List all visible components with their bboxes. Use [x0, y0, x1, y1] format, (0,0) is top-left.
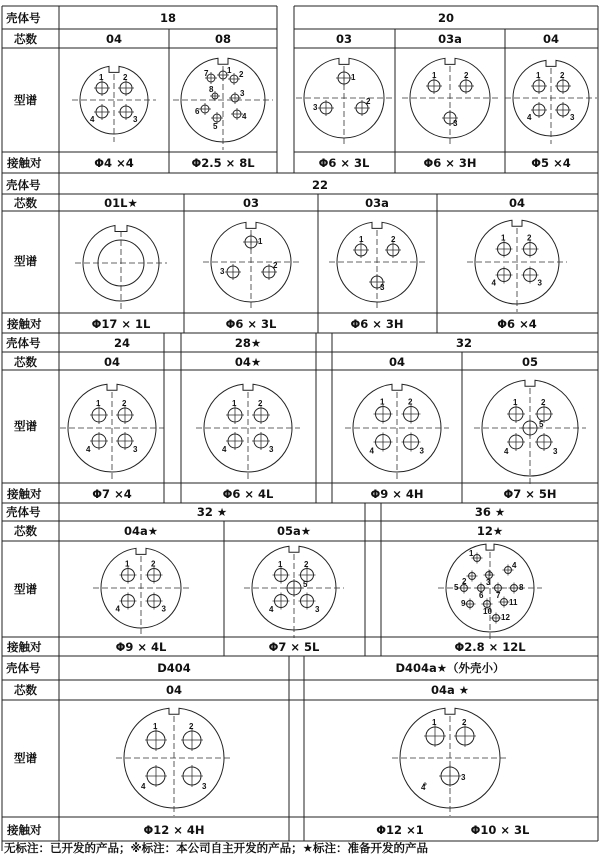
pin-number: 3: [240, 89, 245, 98]
cores-label: 芯数: [14, 196, 37, 210]
row-labels: [6, 11, 42, 837]
pin-number: 1: [96, 399, 101, 408]
core-count: 12★: [476, 524, 504, 538]
core-count: 03a: [365, 196, 389, 210]
cores-label: 芯数: [14, 683, 37, 697]
shell-number: 28★: [234, 336, 262, 350]
connector-face: [60, 384, 164, 480]
pin-number: 1: [227, 66, 232, 75]
core-count: 04: [103, 355, 121, 369]
connector-face: [402, 58, 498, 146]
pin-number: 3: [380, 283, 385, 292]
pin-number: 4: [90, 115, 95, 124]
connector-face: [345, 384, 449, 480]
contacts-label: 接触对: [7, 487, 42, 501]
pin-number: 3: [133, 445, 138, 454]
pin-number: 3: [315, 605, 320, 614]
diagram-label: 型谱: [14, 751, 37, 765]
pin-number: 2: [527, 233, 532, 243]
pin-number: 1: [153, 722, 158, 731]
shell-number: 20: [437, 11, 455, 25]
pin-number: 4: [421, 783, 426, 792]
contact-spec: Φ6 × 3H: [350, 317, 404, 331]
pin-number: 9: [461, 599, 466, 608]
shell-number: D404: [157, 661, 191, 675]
pin-number: 1: [232, 399, 237, 408]
shell-label: 壳体号: [6, 661, 41, 675]
pin-number: 5: [213, 122, 218, 131]
pin-number: 1: [278, 560, 283, 569]
cores-label: 芯数: [14, 355, 37, 369]
contact-spec: Φ7 ×4: [92, 487, 132, 501]
pin-number: 1: [258, 237, 263, 246]
pin-number: 3: [313, 103, 318, 112]
core-count: 01L★: [104, 196, 138, 210]
pin-number: 3: [419, 446, 424, 456]
pin-number: 2: [189, 722, 194, 731]
diagram-label: 型谱: [14, 582, 37, 596]
connector-face: [467, 220, 567, 312]
pin-number: 4: [512, 561, 517, 570]
shell-label: 壳体号: [6, 11, 41, 25]
contact-spec: Φ6 ×4: [497, 317, 537, 331]
pin-number: 2: [304, 560, 309, 569]
core-count: 03a: [438, 32, 462, 46]
pin-number: 2: [408, 397, 413, 407]
pin-number: 3: [202, 782, 207, 791]
shell-number: 32 ★: [196, 505, 228, 519]
pin-number: 1: [432, 718, 437, 727]
pin-number: 4: [115, 604, 120, 614]
shell-number: 18: [159, 11, 177, 25]
contact-spec: Φ6 × 3L: [318, 156, 370, 170]
pin-number: 2: [366, 97, 371, 106]
pin-number: 2: [273, 261, 278, 270]
pin-number: 2: [239, 70, 244, 79]
connector-face: [93, 548, 189, 636]
contact-spec: Φ12 ×1: [376, 823, 424, 837]
connector-diagrams: [60, 58, 597, 816]
connector-face: [72, 66, 156, 142]
connector-face: [244, 546, 344, 638]
contact-spec: Φ9 × 4L: [115, 640, 167, 654]
pin-number: 3: [161, 604, 166, 614]
pin-number: 2: [123, 73, 128, 82]
shell-label: 壳体号: [6, 178, 41, 192]
contact-spec: Φ10 × 3L: [470, 823, 530, 837]
pin-number: 2: [391, 235, 396, 244]
pin-number: 8: [519, 583, 524, 592]
contact-spec: Φ12 × 4H: [143, 823, 205, 837]
core-count: 03: [335, 32, 353, 46]
diagram-label: 型谱: [14, 419, 37, 433]
pin-number: 2: [151, 559, 156, 569]
shell-number: 32: [455, 336, 473, 350]
pin-number: 3: [453, 119, 458, 128]
shell-label: 壳体号: [6, 505, 41, 519]
contact-spec: Φ6 × 4L: [222, 487, 274, 501]
table-grid: [2, 6, 598, 851]
pin-number: 1: [536, 71, 541, 80]
pin-number: 1: [351, 73, 356, 82]
pin-number: 1: [501, 233, 506, 243]
core-count: 04: [388, 355, 406, 369]
pin-number: 2: [560, 71, 565, 80]
core-count: 04: [165, 683, 183, 697]
pin-number: 5: [539, 420, 544, 429]
pin-number: 2: [462, 718, 467, 727]
shell-number: 36 ★: [474, 505, 506, 519]
pin-number: 3: [486, 578, 491, 587]
contacts-label: 接触对: [7, 823, 42, 837]
cores-label: 芯数: [14, 32, 37, 46]
contact-spec: Φ7 × 5H: [503, 487, 557, 501]
connector-face: [196, 384, 300, 480]
core-count: 03: [242, 196, 260, 210]
core-count: 08: [214, 32, 232, 46]
pin-number: 7: [496, 591, 501, 600]
shell-number: 24: [113, 336, 131, 350]
core-count: 04a★: [123, 524, 159, 538]
pin-number: 3: [553, 447, 558, 456]
pin-number: 1: [469, 549, 474, 558]
pin-number: 6: [479, 591, 484, 600]
pin-number: 3: [220, 267, 225, 276]
pin-number: 4: [86, 445, 91, 454]
pin-number: 1: [359, 235, 364, 244]
connector-face: [75, 225, 167, 309]
diagram-label: 型谱: [14, 254, 37, 268]
connector-face: [438, 544, 542, 640]
core-count: 04: [542, 32, 560, 46]
contact-spec: Φ6 × 3H: [423, 156, 477, 170]
contact-spec: Φ4 ×4: [94, 156, 134, 170]
connector-face: [116, 708, 232, 816]
pin-number: 2: [462, 577, 467, 586]
connector-face: [329, 222, 425, 310]
pin-number: 6: [195, 107, 200, 116]
contact-spec: Φ2.5 × 8L: [191, 156, 255, 170]
connector-face: [505, 60, 597, 144]
contacts-label: 接触对: [7, 640, 42, 654]
pin-number: 3: [133, 115, 138, 124]
pin-number: 5: [454, 583, 459, 592]
shell-number: D404a★（外壳小）: [395, 661, 505, 675]
pin-number: 4: [242, 112, 247, 121]
pin-number: 5: [303, 580, 308, 589]
contacts-label: 接触对: [7, 156, 42, 170]
pin-number: 4: [527, 113, 532, 122]
core-count: 04: [105, 32, 123, 46]
pin-number: 2: [122, 399, 127, 408]
pin-number: 4: [269, 605, 274, 614]
pin-number: 3: [461, 773, 466, 782]
pin-number: 7: [204, 69, 209, 78]
pin-number: 4: [141, 782, 146, 791]
pin-number: 2: [258, 399, 263, 408]
pin-number: 3: [537, 278, 542, 288]
pin-number: 1: [513, 398, 518, 407]
pin-number: 4: [504, 447, 509, 456]
contact-spec: Φ9 × 4H: [370, 487, 424, 501]
contact-spec: Φ7 × 5L: [268, 640, 320, 654]
connector-face: [203, 222, 299, 310]
shell-number: 22: [311, 178, 329, 192]
contact-spec: Φ2.8 × 12L: [454, 640, 526, 654]
pin-number: 2: [541, 398, 546, 407]
pin-number: 1: [380, 397, 385, 407]
pin-number: 1: [125, 559, 130, 569]
connector-face: [474, 380, 586, 484]
pin-number: 4: [491, 278, 496, 288]
connector-face: [296, 58, 392, 146]
pin-number: 4: [222, 445, 227, 454]
contact-spec: Φ6 × 3L: [225, 317, 277, 331]
pin-number: 3: [570, 113, 575, 122]
pin-number: 11: [509, 598, 518, 607]
contact-spec: Φ5 ×4: [531, 156, 571, 170]
pin-number: 2: [464, 71, 469, 80]
pin-number: 3: [269, 445, 274, 454]
contacts-label: 接触对: [7, 317, 42, 331]
diagram-label: 型谱: [14, 93, 37, 107]
pin-number: 12: [501, 613, 510, 622]
core-count: 04★: [234, 355, 262, 369]
shell-label: 壳体号: [6, 336, 41, 350]
shell-numbers: [114, 11, 505, 675]
cores-label: 芯数: [14, 524, 37, 538]
pin-number: 4: [369, 446, 374, 456]
pin-number: 1: [99, 73, 104, 82]
connector-face: [173, 58, 273, 150]
core-count: 04: [508, 196, 526, 210]
core-count: 05a★: [276, 524, 312, 538]
core-count: 05: [521, 355, 539, 369]
contact-spec: Φ17 × 1L: [91, 317, 151, 331]
core-count: 04a ★: [430, 683, 470, 697]
pin-number: 1: [432, 71, 437, 80]
pin-number: 10: [483, 607, 492, 616]
footer-note: 无标注：已开发的产品；※标注：本公司自主开发的产品；★标注：准备开发的产品: [4, 841, 428, 855]
pin-number: 8: [209, 85, 214, 94]
connector-face: [392, 708, 508, 816]
